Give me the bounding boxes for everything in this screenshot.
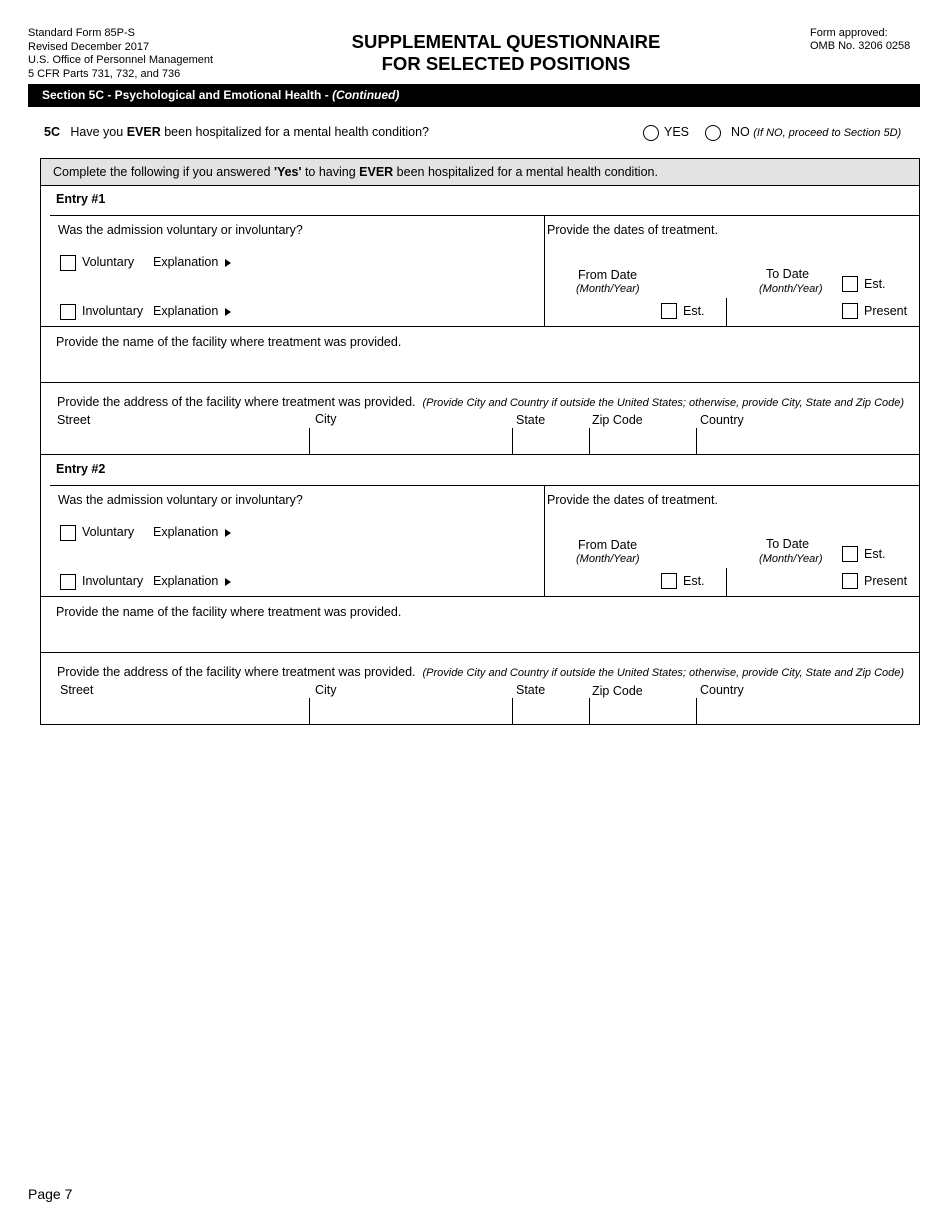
- question-text-pre: Have you: [70, 125, 127, 139]
- form-title-line2: FOR SELECTED POSITIONS: [381, 53, 631, 74]
- entry-1-state-field-sep: [589, 428, 590, 455]
- entry-2-address-divider: [41, 652, 919, 653]
- entry-1-voluntary-arrow-icon: [225, 259, 231, 267]
- form-approval: [810, 27, 910, 52]
- entry-1-address-question: [57, 395, 904, 409]
- entry-1-title: Entry #1: [56, 192, 106, 206]
- entry-1-involuntary-explanation[interactable]: Explanation: [153, 304, 219, 318]
- entry-2-voluntary-label: Voluntary: [82, 525, 135, 539]
- entry-1-to-est-label: Est.: [864, 277, 886, 291]
- entry-1-country-label: Country: [700, 413, 744, 427]
- entry-2-from-date-format: (Month/Year): [576, 553, 640, 565]
- entry-1-city-field-sep: [512, 428, 513, 455]
- entry-2-facility-divider: [41, 596, 919, 597]
- entry-1-facility-name-question: Provide the name of the facility where treatment was provided.: [56, 335, 402, 349]
- entry-1-present-label: Present: [864, 304, 908, 318]
- entry-1-involuntary-arrow-icon: [225, 308, 231, 316]
- entry-2-voluntary-arrow-icon: [225, 529, 231, 537]
- instr-mid: to having: [301, 165, 360, 179]
- entry-1-address-divider: [41, 382, 919, 383]
- entry-1-date-divider: [726, 298, 727, 327]
- entry-1-street-field-sep: [309, 428, 310, 455]
- instr-post: been hospitalized for a mental health condition.: [393, 165, 658, 179]
- entry-2-involuntary-label: Involuntary: [82, 574, 144, 588]
- entry-2-from-date-label: From Date: [578, 538, 638, 552]
- entry-1-from-date-label: From Date: [578, 268, 638, 282]
- yes-radio[interactable]: [643, 125, 659, 141]
- instr-yes: 'Yes': [273, 165, 302, 179]
- entry-2-address-question-text: Provide the address of the facility where treatment was provided.: [57, 665, 416, 679]
- entry-2-city-label: City: [315, 683, 337, 697]
- entry-2-present-label: Present: [864, 574, 908, 588]
- entry-1-bottom-divider: [41, 454, 919, 455]
- entry-2-top-divider: [50, 485, 919, 486]
- form-agency: U.S. Office of Personnel Management: [28, 54, 214, 66]
- entry-2-col-divider: [544, 485, 545, 597]
- instr-pre: Complete the following if you answered: [53, 165, 274, 179]
- question-number: 5C: [44, 125, 60, 139]
- entry-2-to-date-format: (Month/Year): [759, 553, 823, 565]
- no-proceed-note: (If NO, proceed to Section 5D): [753, 127, 902, 139]
- entry-1-zip-field-sep: [696, 428, 697, 455]
- entry-1-to-date-format: (Month/Year): [759, 283, 823, 295]
- entry-1-zip-label: Zip Code: [592, 413, 643, 427]
- entry-1-voluntary-checkbox[interactable]: [60, 255, 76, 271]
- no-radio[interactable]: [705, 125, 721, 141]
- entry-1-address-note: (Provide City and Country if outside the United States; otherwise, provide City, State and Zip Code): [422, 397, 905, 409]
- entry-1-from-date-format: (Month/Year): [576, 283, 640, 295]
- entry-1-from-est-label: Est.: [683, 304, 705, 318]
- entry-2-city-field-sep: [512, 698, 513, 725]
- entry-1-facility-divider: [41, 326, 919, 327]
- entry-2-country-label: Country: [700, 683, 744, 697]
- form-cfr: 5 CFR Parts 731, 732, and 736: [28, 67, 181, 80]
- entry-1-to-date-label: To Date: [766, 267, 810, 281]
- entry-1-admission-question: Was the admission voluntary or involuntary?: [58, 223, 303, 237]
- no-label-text: NO: [731, 125, 750, 139]
- entry-2-voluntary-explanation[interactable]: Explanation: [153, 525, 219, 539]
- yes-label: YES: [664, 125, 690, 139]
- hospitalization-details-box: [40, 158, 920, 725]
- entry-2-from-est-label: Est.: [683, 574, 705, 588]
- entry-1-present-checkbox[interactable]: [842, 303, 858, 319]
- entry-2-involuntary-arrow-icon: [225, 578, 231, 586]
- entry-1-dates-question: Provide the dates of treatment.: [547, 223, 718, 237]
- section-title: Section 5C - Psychological and Emotional Health -: [42, 88, 333, 102]
- form-title-line1: SUPPLEMENTAL QUESTIONNAIRE: [351, 31, 661, 52]
- entry-1-address-question-text: Provide the address of the facility where treatment was provided.: [57, 395, 416, 409]
- entry-1-to-est-checkbox[interactable]: [842, 276, 858, 292]
- no-label: [731, 125, 901, 139]
- entry-2-zip-label: Zip Code: [592, 684, 643, 698]
- entry-1-voluntary-label: Voluntary: [82, 255, 135, 269]
- entry-1-voluntary-explanation[interactable]: Explanation: [153, 255, 219, 269]
- entry-2-from-est-checkbox[interactable]: [661, 573, 677, 589]
- approval-omb: OMB No. 3206 0258: [810, 39, 911, 52]
- entry-2-involuntary-explanation[interactable]: Explanation: [153, 574, 219, 588]
- entry-1-involuntary-checkbox[interactable]: [60, 304, 76, 320]
- entry-1-state-label: State: [516, 413, 546, 427]
- question-text-ever: EVER: [126, 125, 161, 139]
- form-revision: Revised December 2017: [28, 40, 150, 53]
- section-header: [28, 84, 920, 107]
- entry-2-to-date-label: To Date: [766, 537, 810, 551]
- entry-2-address-question: [57, 665, 904, 679]
- question-text-post: been hospitalized for a mental health condition?: [160, 125, 429, 139]
- entry-2-street-field-sep: [309, 698, 310, 725]
- entry-2-voluntary-checkbox[interactable]: [60, 525, 76, 541]
- entry-2-involuntary-checkbox[interactable]: [60, 574, 76, 590]
- entry-2-zip-field-sep: [696, 698, 697, 725]
- page-number: Page 7: [28, 1186, 73, 1202]
- entry-1-city-label: City: [315, 412, 337, 426]
- entry-2-to-est-label: Est.: [864, 547, 886, 561]
- entry-2-address-note: (Provide City and Country if outside the United States; otherwise, provide City, State and Zip Code): [422, 667, 905, 679]
- approval-line1: Form approved:: [810, 27, 888, 39]
- entry-2-dates-question: Provide the dates of treatment.: [547, 493, 718, 507]
- instructions-bar: [41, 159, 919, 186]
- entry-2-facility-name-question: Provide the name of the facility where treatment was provided.: [56, 605, 402, 619]
- entry-2-state-field-sep: [589, 698, 590, 725]
- entry-2-present-checkbox[interactable]: [842, 573, 858, 589]
- instr-ever: EVER: [359, 165, 394, 179]
- entry-1-involuntary-label: Involuntary: [82, 304, 144, 318]
- entry-1-from-est-checkbox[interactable]: [661, 303, 677, 319]
- question-5c: [44, 125, 429, 139]
- entry-1-col-divider: [544, 215, 545, 327]
- form-title: [290, 31, 722, 75]
- entry-2-street-label: Street: [60, 683, 94, 697]
- entry-1-street-label: Street: [57, 413, 91, 427]
- entry-1-top-divider: [50, 215, 919, 216]
- section-title-suffix: (Continued): [332, 88, 400, 102]
- entry-2-state-label: State: [516, 683, 546, 697]
- entry-2-date-divider: [726, 568, 727, 597]
- form-identifier: [28, 27, 213, 81]
- entry-2-to-est-checkbox[interactable]: [842, 546, 858, 562]
- entry-2-title: Entry #2: [56, 462, 106, 476]
- form-number: Standard Form 85P-S: [28, 27, 135, 39]
- entry-2-admission-question: Was the admission voluntary or involuntary?: [58, 493, 303, 507]
